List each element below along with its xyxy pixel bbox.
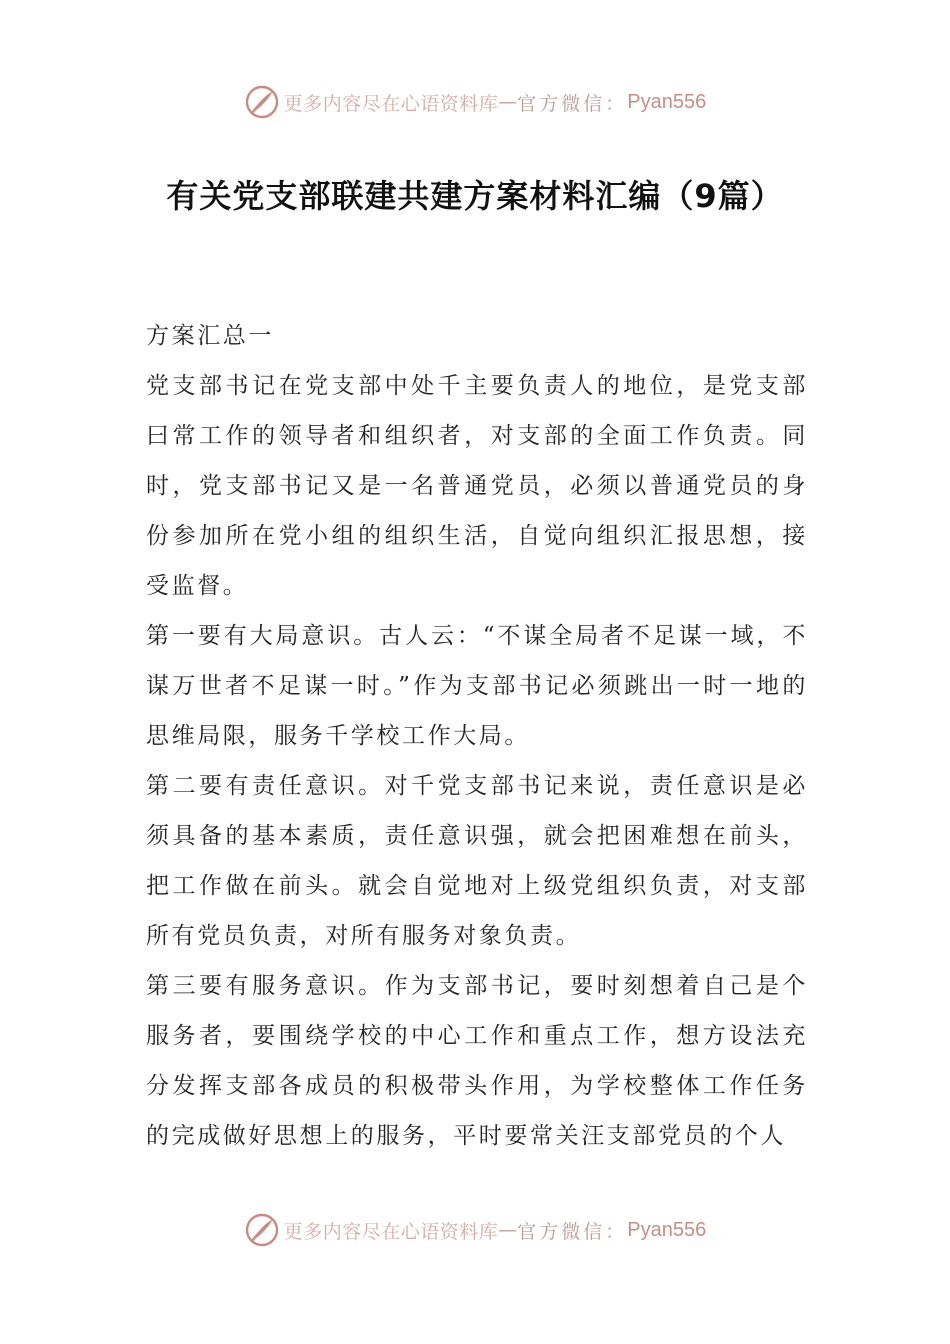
banner-slogan: 更多内容尽在心语资料库 bbox=[283, 92, 499, 115]
paragraph: 第二要有责任意识。对千党支部书记来说，责任意识是必须具备的基本素质，责任意识强，就会把困难想在前头，把工作做在前头。就会自觉地对上级党组织负责，对支部所有党员负责，对所有服务对象负责。 bbox=[146, 773, 808, 949]
quill-pen-logo-icon bbox=[244, 84, 280, 120]
section-heading: 方案汇总一 bbox=[146, 323, 274, 349]
banner-wechat-id: Pyan556 bbox=[627, 90, 707, 113]
paragraph: 第一要有大局意识。古人云：“不谋全局者不足谋一域，不谋万世者不足谋一时。”作为支部书记必须跳出一时一地的思维局限，服务千学校工作大局。 bbox=[146, 623, 808, 749]
paragraph: 党支部书记在党支部中处千主要负责人的地位，是党支部曰常工作的领导者和组织者，对支部的全面工作负责。同时，党支部书记又是一名普通党员，必须以普通党员的身份参加所在党小组的组织生活，自觉向组织汇报思想，接受监督。 bbox=[146, 373, 808, 599]
banner-slogan: 更多内容尽在心语资料库 bbox=[283, 1220, 499, 1243]
document-title: 有关党支部联建共建方案材料汇编（9篇） bbox=[166, 177, 784, 215]
banner-wechat-label: 官方微信： bbox=[517, 1220, 628, 1243]
document-body bbox=[146, 311, 808, 1161]
banner-wechat-label: 官方微信： bbox=[517, 92, 628, 115]
banner-wechat-id: Pyan556 bbox=[627, 1218, 707, 1241]
banner-separator: — bbox=[498, 91, 518, 113]
quill-pen-logo-icon bbox=[244, 1212, 280, 1248]
footer-banner bbox=[0, 1210, 950, 1250]
header-banner bbox=[0, 82, 950, 122]
banner-separator: — bbox=[498, 1219, 518, 1241]
paragraph: 第三要有服务意识。作为支部书记，要时刻想着自己是个服务者，要围绕学校的中心工作和重点工作，想方设法充分发挥支部各成员的积极带头作用，为学校整体工作任务的完成做好思想上的服务，平时要常关汪支部党员的个人 bbox=[146, 973, 808, 1149]
